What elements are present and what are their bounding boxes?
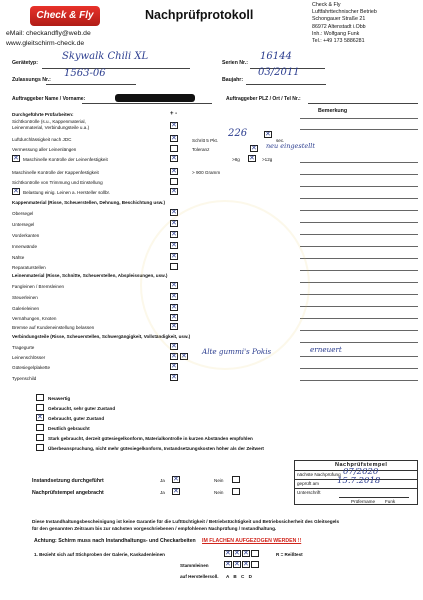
zustand-box[interactable]	[36, 394, 44, 401]
verbindung-row: Typenschild	[12, 376, 37, 381]
checklist-header: Durchgeführte Prüfarbeiten:	[12, 112, 74, 117]
zustand-label: Gebraucht, guter Zustand	[48, 416, 105, 421]
redacted-name	[115, 94, 195, 102]
geraetetyp-label: Gerätetyp:	[12, 60, 38, 66]
geprueft-value[interactable]: 15.7.2018	[337, 476, 381, 486]
geraetetyp-value[interactable]: Skywalk Chili XL	[62, 51, 149, 62]
pruefer-value: Funk	[385, 499, 396, 504]
check-label: Leinenmaterial, Verbindungsteile u.a.)	[12, 125, 90, 130]
company-logo: Check & Fly	[30, 6, 100, 26]
bemerkung-header: Bemerkung	[318, 108, 348, 114]
stamm-box-d[interactable]	[251, 561, 259, 568]
kappe-row: Obersegel	[12, 211, 34, 216]
gt12-label: >12g	[262, 157, 273, 162]
instand-nein-box[interactable]	[232, 476, 240, 483]
serien-value[interactable]: 16144	[260, 51, 292, 62]
stamm-box-c[interactable]	[242, 561, 250, 568]
leinen-row: Bremse auf Kundeneinstellung belassen	[12, 325, 95, 330]
zustand-label: Gebraucht, sehr guter Zustand	[48, 406, 116, 411]
check-label: Vermessung aller Leinenlängen	[12, 147, 77, 152]
gummi-note[interactable]: Alte gummi's Pokis	[202, 347, 272, 356]
leinen-row: Galerieleinen	[12, 306, 40, 311]
check-box-kappenfest[interactable]	[170, 168, 178, 175]
baujahr-label: Baujahr:	[222, 77, 244, 83]
ja-label: Ja	[160, 478, 165, 483]
stich-box-d[interactable]	[251, 550, 259, 557]
zustand-box[interactable]	[36, 414, 44, 421]
naechste-label: nächste Nachprüfung	[297, 472, 341, 477]
zustand-box[interactable]	[36, 444, 44, 451]
belastung-box[interactable]	[12, 188, 20, 195]
nein-label: Nein	[214, 478, 224, 483]
stempel-nein-box[interactable]	[232, 488, 240, 495]
company-line: Tel.: +49 173 5886281	[312, 38, 365, 45]
zustand-box[interactable]	[36, 424, 44, 431]
check-box-vermessung[interactable]	[170, 145, 178, 152]
check-box-leinenfest[interactable]	[170, 155, 178, 162]
stich-label: 1. Bezieht sich auf Stichproben der Galerie, Kaskadenleinen	[34, 552, 165, 557]
kappe-row: Untersegel	[12, 222, 35, 227]
achtung-red: IM FLACHEN AUFGEZOGEN WERDEN !!	[202, 538, 302, 544]
verbindung-row: Tragegurte	[12, 345, 35, 350]
zulassung-value[interactable]: 1563-06	[64, 68, 106, 79]
instand-label: Instandsetzung durchgeführt	[32, 478, 104, 484]
leinen-row: Steuerleinen	[12, 295, 38, 300]
kappe-row: Innenwände	[12, 244, 38, 249]
zustand-label: Deutlich gebraucht	[48, 426, 90, 431]
check-label: Sichtkontrolle von Trimmung und Einstellung	[12, 180, 103, 185]
auftraggeber-label: Auftraggeber Name / Vorname:	[12, 96, 86, 102]
schritt-value[interactable]: 226	[228, 128, 248, 139]
auftraggeber-plz-label: Auftraggeber PLZ / Ort / Tel Nr.:	[226, 96, 301, 102]
stamm-box-a[interactable]	[224, 561, 232, 568]
ja-label: Ja	[160, 490, 165, 495]
check-box-sicht[interactable]	[170, 122, 178, 129]
leinen-row: Vernähungen, Knoten	[12, 316, 57, 321]
check-box-belastung[interactable]	[170, 188, 178, 195]
toleranz-label: Toleranz	[192, 147, 210, 152]
naechste-value[interactable]: 07/2020	[343, 467, 379, 477]
stempel-label: Nachprüfstempel angebracht	[32, 490, 104, 496]
company-line: Schongauer Straße 21	[312, 16, 366, 23]
herst-label: auf Herstellersoll.	[180, 574, 219, 579]
stempel-ja-box[interactable]	[172, 488, 180, 495]
company-line: Inh.: Wolfgang Funk	[312, 30, 360, 37]
watermark	[140, 200, 310, 370]
company-line: Luftfahrttechnischer Betrieb	[312, 9, 377, 16]
gt900-label: > 900 Gramm	[192, 170, 221, 175]
disclaimer-line1: Diese Instandhaltungsbescheinigung ist keine Garantie für die Lufttüchtigkeit / Betriebstüchtigkeit und Betriebssicherheit des Gleitsegels	[32, 519, 340, 524]
stich-box-c[interactable]	[242, 550, 250, 557]
verbindung-box[interactable]	[170, 374, 178, 381]
sec-plus-box[interactable]	[264, 131, 272, 138]
leinen-title: Leinenmaterial (Risse, Schnitte, Scheuerstellen, Abspleissungen, usw.)	[12, 273, 168, 278]
company-line: Check & Fly	[312, 2, 341, 8]
stich-box-a[interactable]	[224, 550, 232, 557]
baujahr-value[interactable]: 03/2011	[258, 67, 300, 78]
zustand-box[interactable]	[36, 434, 44, 441]
nein-label: Nein	[214, 490, 224, 495]
email-text: eMail: checkandfly@web.de	[6, 30, 91, 37]
leinenfestigkeit-box[interactable]	[12, 155, 20, 162]
unterschrift-label: Unterschrift	[297, 490, 321, 495]
zulassung-label: Zulassungs Nr.:	[12, 77, 51, 83]
kappe-row: Reparaturstellen	[12, 265, 46, 270]
check-label: Maschinelle Kontrolle der Kappenfestigkeit	[12, 170, 99, 175]
disclaimer-line2: für den genannten Zeitraum bis zur nächsten vorgeschriebenen / empfohlenen Nachprüfung / Instandhaltung.	[32, 526, 277, 531]
stamp-title: Nachprüfstempel	[335, 462, 388, 468]
check-label: Belastung einig. Leinen a. Hersteller sollbr.	[23, 190, 111, 195]
check-label: Luftdurchlässigkeit nach JDC	[12, 137, 72, 142]
stamm-box-b[interactable]	[233, 561, 241, 568]
check-box-trimm[interactable]	[170, 178, 178, 185]
instand-ja-box[interactable]	[172, 476, 180, 483]
sec-label: sec.	[276, 138, 285, 143]
company-address	[312, 2, 377, 45]
check-box-luft[interactable]	[170, 135, 178, 142]
zustand-label: Stark gebraucht, derzeit gütesiegelkonform, Materialkontrolle in kurzen Abständen empfohlen	[48, 436, 253, 441]
website-text: www.gleitschirm-check.de	[6, 40, 85, 47]
toleranz-box[interactable]	[250, 145, 258, 152]
serien-label: Serien Nr.:	[222, 60, 248, 66]
check-label: Sichtkontrolle (s.u., Kappenmaterial,	[12, 119, 86, 124]
gt8-box[interactable]	[248, 155, 256, 162]
schritt-label: Schritt 5 Pkt.	[192, 138, 219, 143]
zustand-label: Neuwertig	[48, 396, 71, 401]
abcd-label: A B C D	[226, 574, 252, 579]
check-label: Maschinelle Kontrolle der Leinenfestigkeit	[23, 157, 108, 162]
eingestellt-note[interactable]: neu eingestellt	[266, 142, 315, 150]
verbindung-row: Gütesiegelplakette	[12, 365, 51, 370]
kappe-row: Vorderkanten	[12, 233, 40, 238]
verbindung-box[interactable]	[170, 363, 178, 370]
leinen-row: Fangleinen / Bremsleinen	[12, 284, 65, 289]
kappe-title: Kappenmaterial (Risse, Scheuerstellen, Dehnung, Beschichtung usw.)	[12, 200, 165, 205]
plus-minus-header: + -	[170, 111, 178, 117]
company-line: 86972 Altenstadt i.Obb	[312, 23, 366, 30]
geprueft-label: geprüft am	[297, 481, 319, 486]
pruefstempel	[294, 460, 418, 505]
kappe-row: Nähte	[12, 255, 25, 260]
achtung-text: Achtung: Schirm muss nach Instandhaltungs- und Checkarbeiten	[34, 538, 196, 544]
page-title: Nachprüfprotokoll	[145, 8, 254, 22]
pruefername-label: Prüfername	[351, 499, 376, 504]
stich-box-b[interactable]	[233, 550, 241, 557]
stamm-label: Stammleinen	[180, 563, 209, 568]
verbindung-row: Leinenschlösser	[12, 355, 46, 360]
rriss-label: R = Reißtest	[276, 552, 303, 557]
zustand-box[interactable]	[36, 404, 44, 411]
zustand-label: Überbeanspruchung, nicht mehr gütesiegelkonform, Instandsetzungskosten höher als der Zeitwert	[48, 446, 264, 451]
erneuert-note[interactable]: erneuert	[310, 345, 342, 354]
gt8-label: >8g	[232, 157, 240, 162]
verbindung-title: Verbindungsteile (Risse, Scheuerstellen, Schwergängigkeit, Vollständigkeit, usw.)	[12, 334, 191, 339]
